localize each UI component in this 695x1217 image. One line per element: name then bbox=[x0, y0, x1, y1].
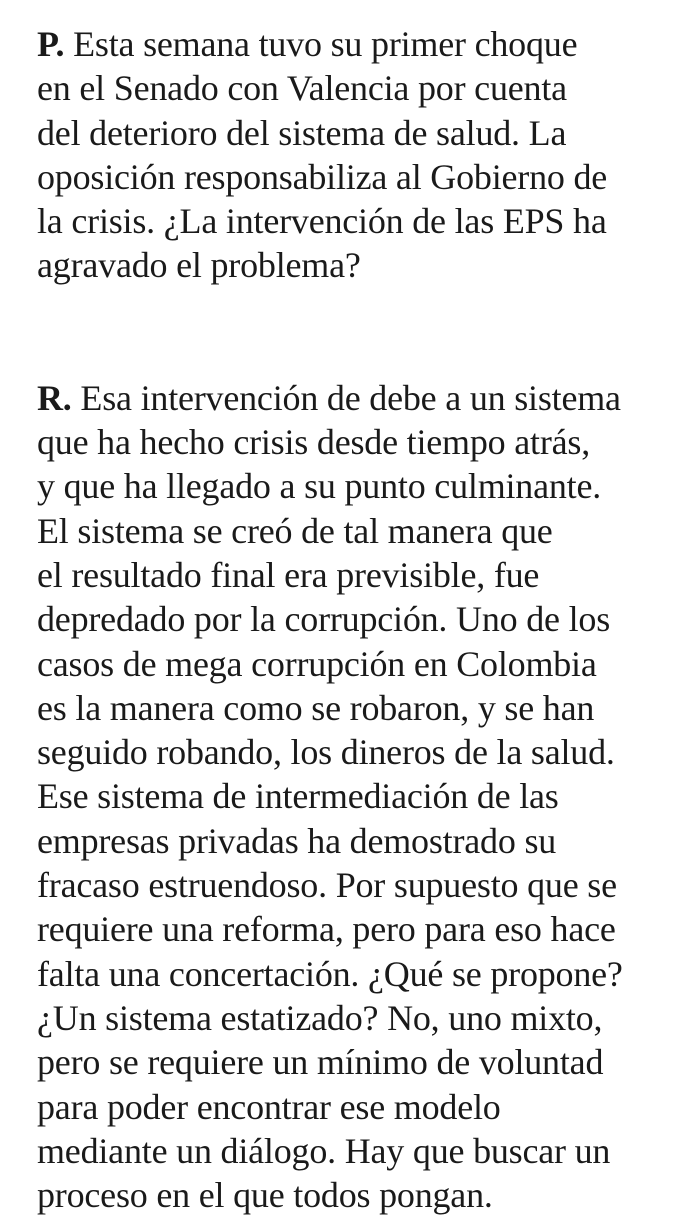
answer-line-18: mediante un diálogo. Hay que buscar un bbox=[37, 1130, 611, 1171]
answer-line-17: para poder encontrar ese modelo bbox=[37, 1086, 501, 1127]
answer-line-2: que ha hecho crisis desde tiempo atrás, bbox=[37, 422, 591, 463]
answer-line-4: El sistema se creó de tal manera que bbox=[37, 510, 553, 551]
answer-line-8: es la manera como se robaron, y se han bbox=[37, 687, 595, 728]
question-paragraph bbox=[37, 22, 687, 288]
answer-line-16: pero se requiere un mínimo de voluntad bbox=[37, 1042, 604, 1083]
answer-paragraph bbox=[37, 376, 687, 1217]
answer-line-7: casos de mega corrupción en Colombia bbox=[37, 643, 597, 684]
question-line-1: P. Esta semana tuvo su primer choque bbox=[37, 24, 578, 64]
paragraph-gap bbox=[37, 288, 687, 376]
answer-line-10: Ese sistema de intermediación de las bbox=[37, 776, 559, 817]
answer-line-9: seguido robando, los dineros de la salud. bbox=[37, 732, 615, 773]
question-line-5: la crisis. ¿La intervención de las EPS ha bbox=[37, 201, 607, 242]
answer-line-5: el resultado final era previsible, fue bbox=[37, 554, 540, 595]
question-line-4: oposición responsabiliza al Gobierno de bbox=[37, 156, 608, 197]
answer-line-1: R. Esa intervención de debe a un sistema bbox=[37, 377, 621, 418]
answer-marker: R. bbox=[37, 377, 72, 418]
question-line-3: del deterioro del sistema de salud. La bbox=[37, 112, 567, 153]
answer-line-15: ¿Un sistema estatizado? No, uno mixto, bbox=[37, 997, 603, 1038]
interview-article bbox=[37, 22, 687, 1217]
question-line-6: agravado el problema? bbox=[37, 245, 361, 286]
answer-line-19: proceso en el que todos pongan. bbox=[37, 1175, 493, 1216]
answer-line-11: empresas privadas ha demostrado su bbox=[37, 820, 557, 861]
answer-line-12: fracaso estruendoso. Por supuesto que se bbox=[37, 865, 617, 906]
answer-line-6: depredado por la corrupción. Uno de los bbox=[37, 599, 611, 640]
question-marker: P. bbox=[37, 24, 65, 64]
answer-line-14: falta una concertación. ¿Qué se propone? bbox=[37, 953, 623, 994]
answer-line-13: requiere una reforma, pero para eso hace bbox=[37, 909, 616, 950]
question-line-2: en el Senado con Valencia por cuenta bbox=[37, 68, 567, 109]
answer-line-3: y que ha llegado a su punto culminante. bbox=[37, 466, 602, 507]
